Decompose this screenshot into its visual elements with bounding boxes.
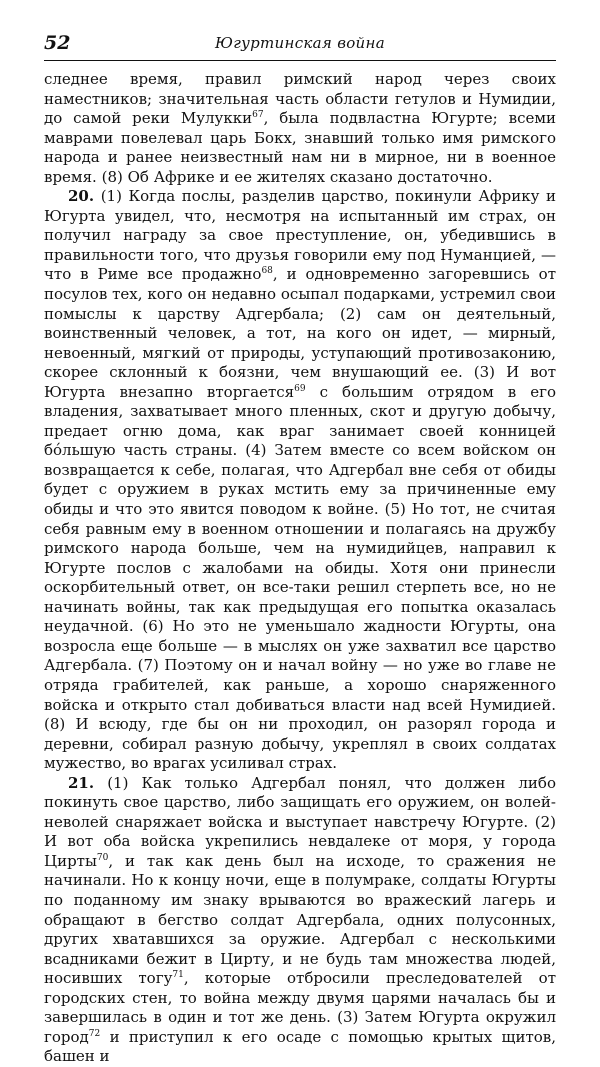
text-segment: , которые отбросили преследователей от городских стен, то война между двумя царями началась бы и завершилась в один и тот же день. (3) Затем Югурта окружил город [44, 969, 556, 1046]
footnote-ref: 69 [294, 383, 306, 394]
text-segment: , и так как день был на исходе, то сражения не начинали. Но к концу ночи, еще в полумраке, солдаты Югурты по поданному им знаку врываются во вражеский лагерь и обращают в бегство солдат Адгербала, одних полусонных, других хватавшихся за оружие. Адгербал с несколькими всадниками бежит в Цирту, и не будь там множества людей, носивших тогу [44, 851, 556, 988]
text-segment: (1) Когда послы, разделив царство, покинули Африку и Югурта увидел, что, несмотря на испытанный им страх, он получил награду за свое преступление, он, убедившись в правильности того, что друзья говорили ему под Нуманцией, — что в Риме все продажно [44, 187, 556, 284]
footnote-ref: 68 [261, 266, 273, 277]
page-header [44, 26, 556, 61]
body-text [44, 70, 556, 1067]
paragraph-continuation [44, 70, 556, 187]
footnote-ref: 67 [252, 110, 264, 121]
footnote-ref: 70 [96, 852, 109, 863]
running-title: Югуртинская война [215, 34, 385, 52]
section-21 [44, 774, 556, 1067]
text-segment: с большим отрядом в его владения, захватывает много пленных, скот и другую добычу, предает огню дома, как враг занимает своей конницей бóльшую часть страны. (4) Затем вместе со всем войском он возвращается к себе, полагая, что Адгербал вне себя от обиды будет с оружием в руках мстить ему за причиненные ему обиды и что это явится поводом к войне. (5) Но тот, не считая себя равным ему в военном отношении и полагаясь на дружбу римского народа больше, чем на нумидийцев, направил к Югурте послов с жалобами на обиды. Хотя они принесли оскорбительный ответ, он все-таки решил стерпеть все, но не начинать войны, так как предыдущая его попытка оказалась неудачной. (6) Но это не уменьшало жадности Югурты, она возросла еще больше — в мыслях он уже захватил все царство Адгербала. (7) Поэтому он и начал войну — но уже во главе не отряда грабителей, как раньше, а хорошо снаряженного войска и открыто стал добиваться власти над всей Нумидией. (8) И всюду, где бы он ни проходил, он разорял города и деревни, собирал разную добычу, укреплял в своих солдатах мужество, во врагах усиливал страх. [44, 382, 556, 773]
section-number: 20. [68, 187, 95, 206]
text-segment: , и одновременно загоревшись от посулов тех, кого он недавно осыпал подарками, устремил свои помыслы к царству Адгербала; (2) сам он деятельный, воинственный человек, а тот, на кого он идет, — мирный, невоенный, мягкий от природы, уступающий противозаконию, скорее склонный к боязни, чем внушающий ее. (3) И вот Югурта внезапно вторгается [44, 265, 556, 401]
text-segment: (1) Как только Адгербал понял, что должен либо покинуть свое царство, либо защищать его оружием, он волей-неволей снаряжает войска и выступает навстречу Югурте. (2) И вот оба войска укрепились невдалеке от моря, у города Цирты [44, 773, 556, 870]
text-segment: следнее время, правил римский народ через своих наместников; значительная часть области гетулов и Нумидии, до самой реки Мулукки [44, 70, 556, 128]
text-segment: и приступил к его осаде с помощью крытых щитов, башен и [44, 1027, 556, 1066]
page-number: 52 [44, 32, 71, 54]
section-20 [44, 187, 556, 773]
section-number: 21. [68, 773, 95, 792]
footnote-ref: 72 [88, 1028, 101, 1039]
text-segment: , была подвластна Югурте; всеми маврами повелевал царь Бокх, знавший только имя римского народа и ранее неизвестный нам ни в мирное, ни в военное время. (8) Об Африке и ее жителях сказано достаточно. [44, 109, 557, 186]
footnote-ref: 71 [172, 970, 184, 981]
